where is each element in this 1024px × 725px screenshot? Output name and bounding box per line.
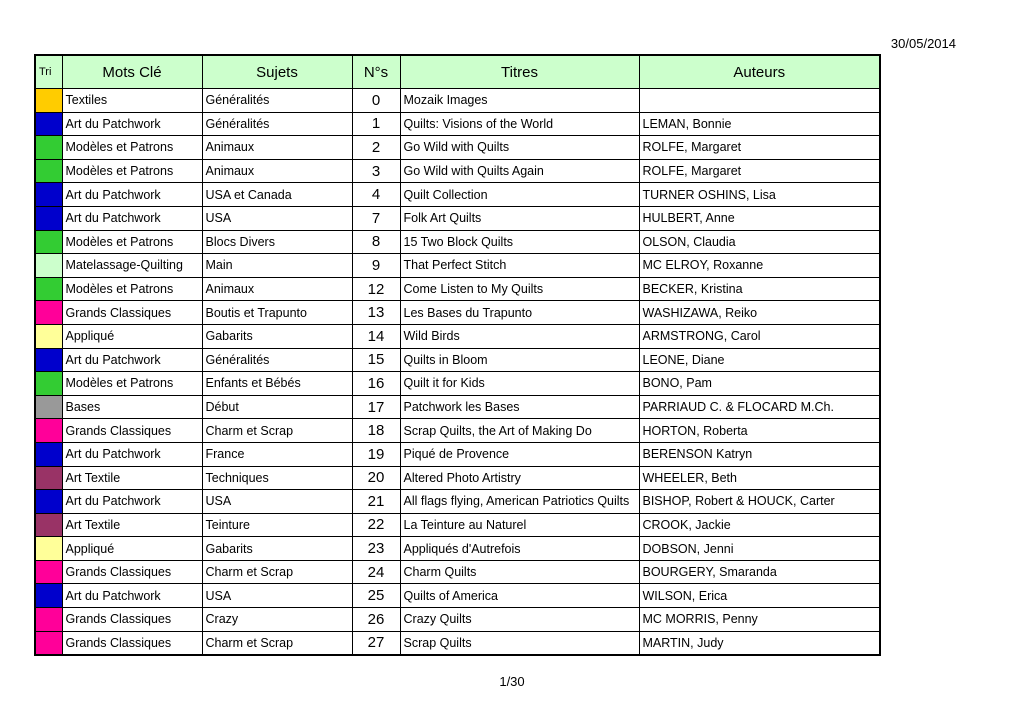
sujets-cell: Gabarits xyxy=(202,537,352,561)
table-row xyxy=(35,608,880,632)
category-color-swatch xyxy=(35,584,62,608)
auteur-cell: LEMAN, Bonnie xyxy=(639,112,880,136)
auteur-cell: OLSON, Claudia xyxy=(639,230,880,254)
sujets-cell: Généralités xyxy=(202,89,352,113)
sujets-cell: USA xyxy=(202,490,352,514)
table-row xyxy=(35,537,880,561)
titre-cell: Charm Quilts xyxy=(400,560,639,584)
sujets-cell: USA xyxy=(202,206,352,230)
category-color-swatch xyxy=(35,89,62,113)
numero-cell: 1 xyxy=(352,112,400,136)
page-number: 1/30 xyxy=(499,674,525,689)
mots-cle-cell: Grands Classiques xyxy=(62,419,202,443)
column-header-numero: N°s xyxy=(352,55,400,89)
table-row xyxy=(35,513,880,537)
titre-cell: Scrap Quilts, the Art of Making Do xyxy=(400,419,639,443)
category-color-swatch xyxy=(35,136,62,160)
table-row xyxy=(35,584,880,608)
mots-cle-cell: Grands Classiques xyxy=(62,631,202,655)
table-row xyxy=(35,230,880,254)
mots-cle-cell: Art du Patchwork xyxy=(62,206,202,230)
mots-cle-cell: Art du Patchwork xyxy=(62,183,202,207)
auteur-cell: HORTON, Roberta xyxy=(639,419,880,443)
sujets-cell: Généralités xyxy=(202,348,352,372)
auteur-cell: LEONE, Diane xyxy=(639,348,880,372)
sujets-cell: Animaux xyxy=(202,277,352,301)
mots-cle-cell: Modèles et Patrons xyxy=(62,159,202,183)
category-color-swatch xyxy=(35,372,62,396)
sujets-cell: Charm et Scrap xyxy=(202,419,352,443)
mots-cle-cell: Textiles xyxy=(62,89,202,113)
category-color-swatch xyxy=(35,419,62,443)
auteur-cell: BERENSON Katryn xyxy=(639,442,880,466)
titre-cell: Patchwork les Bases xyxy=(400,395,639,419)
mots-cle-cell: Bases xyxy=(62,395,202,419)
sujets-cell: Main xyxy=(202,254,352,278)
table-row xyxy=(35,136,880,160)
table-body xyxy=(35,89,880,656)
category-color-swatch xyxy=(35,206,62,230)
titre-cell: Wild Birds xyxy=(400,324,639,348)
auteur-cell: MARTIN, Judy xyxy=(639,631,880,655)
mots-cle-cell: Modèles et Patrons xyxy=(62,230,202,254)
table-row xyxy=(35,466,880,490)
numero-cell: 0 xyxy=(352,89,400,113)
numero-cell: 4 xyxy=(352,183,400,207)
table-row xyxy=(35,372,880,396)
mots-cle-cell: Art du Patchwork xyxy=(62,348,202,372)
numero-cell: 7 xyxy=(352,206,400,230)
sujets-cell: USA et Canada xyxy=(202,183,352,207)
sujets-cell: Animaux xyxy=(202,136,352,160)
category-color-swatch xyxy=(35,466,62,490)
titre-cell: Altered Photo Artistry xyxy=(400,466,639,490)
titre-cell: Quilts in Bloom xyxy=(400,348,639,372)
titre-cell: Les Bases du Trapunto xyxy=(400,301,639,325)
column-header-mots-cle: Mots Clé xyxy=(62,55,202,89)
mots-cle-cell: Art du Patchwork xyxy=(62,112,202,136)
mots-cle-cell: Art du Patchwork xyxy=(62,584,202,608)
auteur-cell: BOURGERY, Smaranda xyxy=(639,560,880,584)
auteur-cell: TURNER OSHINS, Lisa xyxy=(639,183,880,207)
category-color-swatch xyxy=(35,159,62,183)
numero-cell: 26 xyxy=(352,608,400,632)
numero-cell: 20 xyxy=(352,466,400,490)
numero-cell: 14 xyxy=(352,324,400,348)
header-row xyxy=(35,55,880,89)
titre-cell: Go Wild with Quilts Again xyxy=(400,159,639,183)
category-color-swatch xyxy=(35,490,62,514)
numero-cell: 27 xyxy=(352,631,400,655)
titre-cell: Go Wild with Quilts xyxy=(400,136,639,160)
titre-cell: Quilts of America xyxy=(400,584,639,608)
sujets-cell: Charm et Scrap xyxy=(202,560,352,584)
titre-cell: Scrap Quilts xyxy=(400,631,639,655)
titre-cell: Quilts: Visions of the World xyxy=(400,112,639,136)
titre-cell: Mozaik Images xyxy=(400,89,639,113)
auteur-cell: PARRIAUD C. & FLOCARD M.Ch. xyxy=(639,395,880,419)
catalog-table xyxy=(34,54,881,656)
sujets-cell: Animaux xyxy=(202,159,352,183)
table-row xyxy=(35,442,880,466)
numero-cell: 24 xyxy=(352,560,400,584)
titre-cell: Piqué de Provence xyxy=(400,442,639,466)
titre-cell: That Perfect Stitch xyxy=(400,254,639,278)
sujets-cell: Début xyxy=(202,395,352,419)
table-row xyxy=(35,254,880,278)
category-color-swatch xyxy=(35,301,62,325)
titre-cell: Quilt it for Kids xyxy=(400,372,639,396)
mots-cle-cell: Matelassage-Quilting xyxy=(62,254,202,278)
auteur-cell: HULBERT, Anne xyxy=(639,206,880,230)
mots-cle-cell: Grands Classiques xyxy=(62,608,202,632)
numero-cell: 3 xyxy=(352,159,400,183)
numero-cell: 21 xyxy=(352,490,400,514)
auteur-cell: BECKER, Kristina xyxy=(639,277,880,301)
auteur-cell: BONO, Pam xyxy=(639,372,880,396)
category-color-swatch xyxy=(35,537,62,561)
titre-cell: Folk Art Quilts xyxy=(400,206,639,230)
numero-cell: 13 xyxy=(352,301,400,325)
table-row xyxy=(35,560,880,584)
category-color-swatch xyxy=(35,513,62,537)
auteur-cell: CROOK, Jackie xyxy=(639,513,880,537)
numero-cell: 23 xyxy=(352,537,400,561)
auteur-cell: DOBSON, Jenni xyxy=(639,537,880,561)
numero-cell: 17 xyxy=(352,395,400,419)
mots-cle-cell: Appliqué xyxy=(62,537,202,561)
sujets-cell: Enfants et Bébés xyxy=(202,372,352,396)
sujets-cell: Teinture xyxy=(202,513,352,537)
column-header-auteurs: Auteurs xyxy=(639,55,880,89)
table-row xyxy=(35,89,880,113)
numero-cell: 19 xyxy=(352,442,400,466)
titre-cell: Appliqués d'Autrefois xyxy=(400,537,639,561)
mots-cle-cell: Appliqué xyxy=(62,324,202,348)
table-row xyxy=(35,419,880,443)
mots-cle-cell: Art Textile xyxy=(62,513,202,537)
table-row xyxy=(35,395,880,419)
mots-cle-cell: Grands Classiques xyxy=(62,301,202,325)
table-row xyxy=(35,112,880,136)
auteur-cell: ARMSTRONG, Carol xyxy=(639,324,880,348)
numero-cell: 18 xyxy=(352,419,400,443)
numero-cell: 9 xyxy=(352,254,400,278)
titre-cell: Come Listen to My Quilts xyxy=(400,277,639,301)
sujets-cell: Gabarits xyxy=(202,324,352,348)
print-date: 30/05/2014 xyxy=(890,36,956,51)
mots-cle-cell: Art du Patchwork xyxy=(62,490,202,514)
category-color-swatch xyxy=(35,395,62,419)
category-color-swatch xyxy=(35,608,62,632)
category-color-swatch xyxy=(35,560,62,584)
mots-cle-cell: Modèles et Patrons xyxy=(62,277,202,301)
category-color-swatch xyxy=(35,183,62,207)
titre-cell: Crazy Quilts xyxy=(400,608,639,632)
category-color-swatch xyxy=(35,324,62,348)
auteur-cell: WILSON, Erica xyxy=(639,584,880,608)
category-color-swatch xyxy=(35,442,62,466)
titre-cell: All flags flying, American Patriotics Quilts xyxy=(400,490,639,514)
mots-cle-cell: Grands Classiques xyxy=(62,560,202,584)
auteur-cell: WHEELER, Beth xyxy=(639,466,880,490)
table-row xyxy=(35,324,880,348)
auteur-cell: MC MORRIS, Penny xyxy=(639,608,880,632)
table-row xyxy=(35,183,880,207)
auteur-cell: WASHIZAWA, Reiko xyxy=(639,301,880,325)
auteur-cell xyxy=(639,89,880,113)
auteur-cell: BISHOP, Robert & HOUCK, Carter xyxy=(639,490,880,514)
mots-cle-cell: Art du Patchwork xyxy=(62,442,202,466)
mots-cle-cell: Art Textile xyxy=(62,466,202,490)
numero-cell: 25 xyxy=(352,584,400,608)
mots-cle-cell: Modèles et Patrons xyxy=(62,136,202,160)
titre-cell: Quilt Collection xyxy=(400,183,639,207)
table-row xyxy=(35,206,880,230)
sujets-cell: Blocs Divers xyxy=(202,230,352,254)
auteur-cell: ROLFE, Margaret xyxy=(639,136,880,160)
auteur-cell: MC ELROY, Roxanne xyxy=(639,254,880,278)
auteur-cell: ROLFE, Margaret xyxy=(639,159,880,183)
category-color-swatch xyxy=(35,112,62,136)
column-header-titres: Titres xyxy=(400,55,639,89)
sujets-cell: Généralités xyxy=(202,112,352,136)
titre-cell: 15 Two Block Quilts xyxy=(400,230,639,254)
category-color-swatch xyxy=(35,277,62,301)
table-row xyxy=(35,631,880,655)
column-header-sujets: Sujets xyxy=(202,55,352,89)
sujets-cell: USA xyxy=(202,584,352,608)
sujets-cell: Boutis et Trapunto xyxy=(202,301,352,325)
category-color-swatch xyxy=(35,230,62,254)
table-row xyxy=(35,277,880,301)
numero-cell: 12 xyxy=(352,277,400,301)
category-color-swatch xyxy=(35,348,62,372)
numero-cell: 16 xyxy=(352,372,400,396)
category-color-swatch xyxy=(35,631,62,655)
titre-cell: La Teinture au Naturel xyxy=(400,513,639,537)
sujets-cell: France xyxy=(202,442,352,466)
table-row xyxy=(35,159,880,183)
category-color-swatch xyxy=(35,254,62,278)
table-row xyxy=(35,301,880,325)
numero-cell: 8 xyxy=(352,230,400,254)
sujets-cell: Crazy xyxy=(202,608,352,632)
column-header-tri: Tri xyxy=(35,55,62,89)
table-row xyxy=(35,348,880,372)
sujets-cell: Techniques xyxy=(202,466,352,490)
sujets-cell: Charm et Scrap xyxy=(202,631,352,655)
mots-cle-cell: Modèles et Patrons xyxy=(62,372,202,396)
numero-cell: 2 xyxy=(352,136,400,160)
numero-cell: 22 xyxy=(352,513,400,537)
numero-cell: 15 xyxy=(352,348,400,372)
table-row xyxy=(35,490,880,514)
